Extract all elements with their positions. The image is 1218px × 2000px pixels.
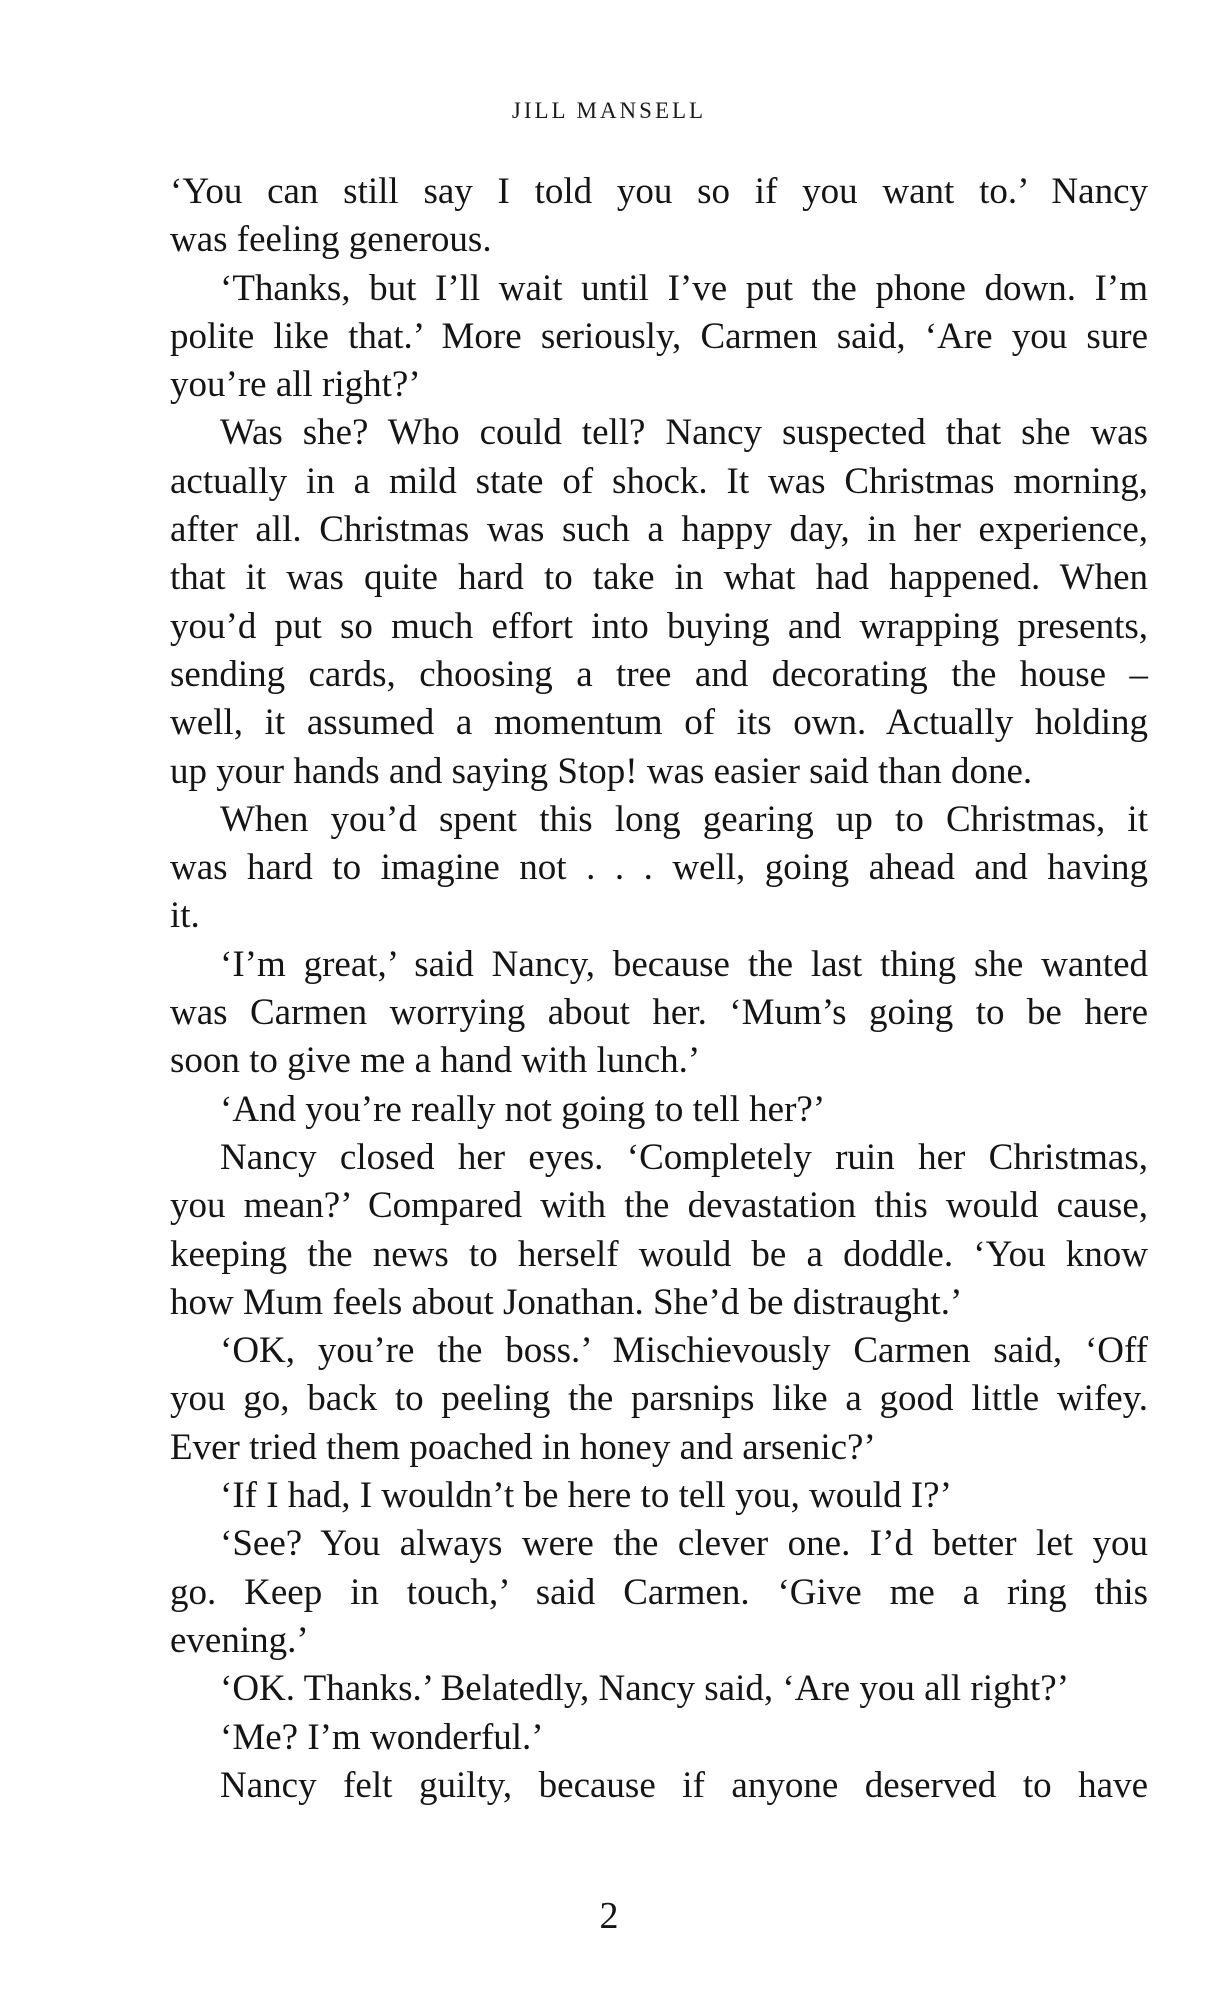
text-line: ‘See? You always were the clever one. I’d better let you xyxy=(220,1523,1148,1565)
text-line: ‘Thanks, but I’ll wait until I’ve put the phone down. I’m xyxy=(220,267,1148,309)
text-line: ‘And you’re really not going to tell her?’ xyxy=(220,1088,826,1130)
running-head: JILL MANSELL xyxy=(511,98,707,123)
text-line: ‘OK. Thanks.’ Belatedly, Nancy said, ‘Are you all right?’ xyxy=(220,1668,1070,1710)
text-line: you go, back to peeling the parsnips like a good little wifey. xyxy=(170,1378,1148,1420)
text-line: polite like that.’ More seriously, Carmen said, ‘Are you sure xyxy=(170,315,1148,357)
text-line: sending cards, choosing a tree and decorating the house – xyxy=(170,653,1148,695)
page-number: 2 xyxy=(599,1895,619,1937)
text-line: that it was quite hard to take in what had happened. When xyxy=(170,557,1148,599)
text-line: go. Keep in touch,’ said Carmen. ‘Give me a ring this xyxy=(170,1571,1148,1613)
text-line: ‘If I had, I wouldn’t be here to tell you, would I?’ xyxy=(220,1475,952,1517)
text-line: keeping the news to herself would be a doddle. ‘You know xyxy=(170,1233,1148,1275)
text-line: ‘I’m great,’ said Nancy, because the last thing she wanted xyxy=(220,943,1148,985)
text-line: well, it assumed a momentum of its own. Actually holding xyxy=(170,702,1148,744)
text-line: you’d put so much effort into buying and wrapping presents, xyxy=(170,605,1148,647)
text-line: you’re all right?’ xyxy=(170,364,421,406)
text-line: up your hands and saying Stop! was easier said than done. xyxy=(170,750,1033,792)
text-line: soon to give me a hand with lunch.’ xyxy=(170,1040,701,1082)
text-line: you mean?’ Compared with the devastation this would cause, xyxy=(170,1185,1148,1227)
text-line: actually in a mild state of shock. It was Christmas morning, xyxy=(170,460,1148,502)
text-line: ‘You can still say I told you so if you want to.’ Nancy xyxy=(170,171,1148,212)
text-line: evening.’ xyxy=(170,1619,309,1661)
text-line: after all. Christmas was such a happy day, in her experience, xyxy=(170,509,1148,551)
body-text xyxy=(170,168,1148,1810)
text-line: it. xyxy=(170,895,200,937)
text-line: When you’d spent this long gearing up to Christmas, it xyxy=(220,798,1148,840)
text-line: Nancy closed her eyes. ‘Completely ruin her Christmas, xyxy=(220,1136,1148,1178)
text-line: was Carmen worrying about her. ‘Mum’s going to be here xyxy=(170,992,1148,1034)
text-line: Ever tried them poached in honey and arsenic?’ xyxy=(170,1426,876,1468)
text-line: was feeling generous. xyxy=(170,219,492,261)
text-line: ‘Me? I’m wonderful.’ xyxy=(220,1716,544,1758)
text-line: Nancy felt guilty, because if anyone deserved to have xyxy=(220,1764,1148,1806)
text-line: how Mum feels about Jonathan. She’d be distraught.’ xyxy=(170,1281,963,1323)
text-line: Was she? Who could tell? Nancy suspected that she was xyxy=(220,412,1148,454)
text-line: ‘OK, you’re the boss.’ Mischievously Carmen said, ‘Off xyxy=(220,1330,1148,1372)
text-line: was hard to imagine not . . . well, going ahead and having xyxy=(170,847,1148,889)
